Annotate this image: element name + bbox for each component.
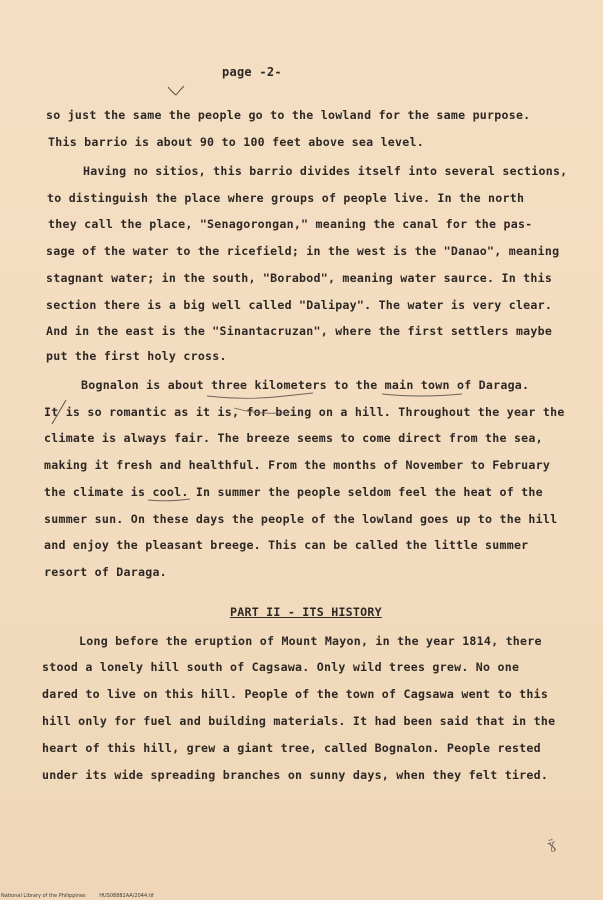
para3-line-1: Bognalon is about three kilometers to the main town of Daraga. [81,378,530,392]
para2-line-5: stagnant water; in the south, "Borabod", meaning water saurce. In this [46,271,553,285]
history-line-4: hill only for fuel and building materials. It had been said that in the [42,714,556,728]
para2-line-2: to distinguish the place where groups of people live. In the north [47,191,525,205]
para1-line-2: This barrio is about 90 to 100 feet above sea level. [48,135,424,149]
footer-bar [0,892,603,900]
para2-line-8: put the first holy cross. [46,349,227,363]
para3-line-4: making it fresh and healthful. From the months of November to February [44,458,551,472]
history-line-5: heart of this hill, grew a giant tree, called Bognalon. People rested [42,741,541,755]
para3-line-2: It is so romantic as it is, for being on a hill. Throughout the year the [44,405,565,419]
history-line-1: Long before the eruption of Mount Mayon, in the year 1814, there [79,634,542,648]
history-line-3: dared to live on this hill. People of the town of Cagsawa went to this [42,687,549,701]
slash-mark [48,398,70,426]
footer-library: National Library of the Philippines [1,893,86,899]
para2-line-4: sage of the water to the ricefield; in the west is the "Danao", meaning [46,244,560,258]
para1-line-1: so just the same the people go to the lowland for the same purpose. [46,108,531,122]
check-mark [166,84,186,98]
para3-line-7: and enjoy the pleasant breege. This can be called the little summer [44,538,529,552]
para3-line-3: climate is always fair. The breeze seems to come direct from the sea, [44,431,543,445]
margin-note: ɣ̈ [546,837,558,854]
para3-line-6: summer sun. On these days the people of the lowland goes up to the hill [44,512,558,526]
page-header: page -2- [222,65,282,79]
section-heading: PART II - ITS HISTORY [230,605,382,619]
para2-line-7: And in the east is the "Sinantacruzan", where the first settlers maybe [46,324,553,338]
history-line-2: stood a lonely hill south of Cagsawa. Only wild trees grew. No one [42,660,520,674]
para2-line-6: section there is a big well called "Dalipay". The water is very clear. [46,298,553,312]
pencil-underline [205,391,315,401]
para3-line-5: the climate is cool. In summer the people seldom feel the heat of the [44,485,543,499]
footer-file: HUS08882AA/2044.tif [99,893,154,899]
pencil-underline-2 [380,391,464,399]
para3-line-8: resort of Daraga. [44,565,167,579]
para2-line-1: Having no sitios, this barrio divides itself into several sections, [83,164,568,178]
para2-line-3: they call the place, "Senagorongan," meaning the canal for the pas- [48,217,533,231]
pencil-underline-3 [146,497,192,503]
history-line-6: under its wide spreading branches on sunny days, when they felt tired. [42,768,549,782]
pencil-stroke [232,404,292,418]
